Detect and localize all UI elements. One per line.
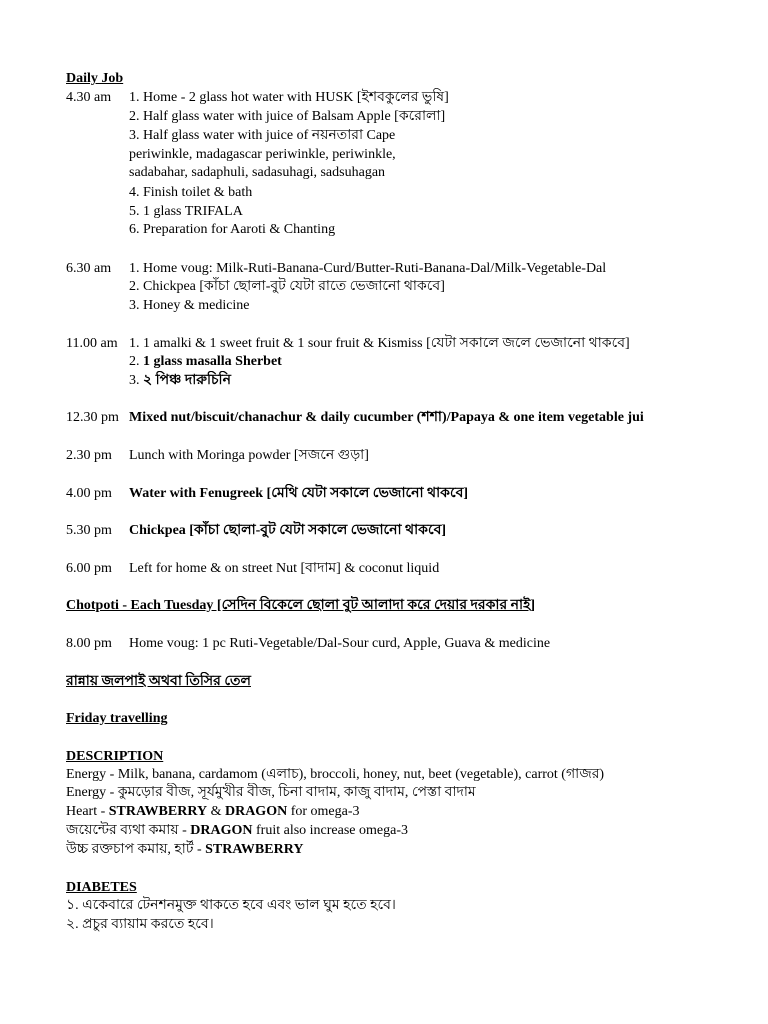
slot-item — [129, 371, 748, 390]
description-line — [0, 783, 768, 802]
slot-item: 6. Preparation for Aaroti & Chanting — [129, 222, 336, 237]
schedule-row — [0, 183, 768, 202]
schedule-row — [0, 163, 768, 182]
tuesday-note-row — [0, 596, 768, 615]
schedule-row — [0, 408, 768, 427]
slot-time: 2.30 pm — [66, 448, 112, 463]
schedule-row — [0, 126, 768, 145]
description-heading: DESCRIPTION — [66, 749, 164, 764]
description-line — [0, 821, 768, 840]
schedule-row — [0, 107, 768, 126]
schedule-row — [0, 220, 768, 239]
diabetes-tip — [0, 915, 768, 934]
slot-time: 5.30 pm — [66, 523, 112, 538]
slot-item: 2. Half glass water with juice of Balsam Apple [করোলা] — [129, 109, 446, 124]
slot-item: Lunch with Moringa powder [সজনে গুড়া] — [129, 448, 369, 463]
text-segment: & — [207, 804, 225, 819]
strawberry-keyword: STRAWBERRY — [205, 842, 304, 857]
diabetes-heading: DIABETES — [66, 880, 137, 895]
slot-item: 3. Honey & medicine — [129, 298, 250, 313]
friday-note: Friday travelling — [66, 711, 168, 726]
dragon-keyword: DRAGON — [224, 804, 288, 819]
energy-line-2: Energy - কুমড়োর বীজ, সূর্যমুখীর বীজ, চিনা বাদাম, কাজু বাদাম, পেস্তা বাদাম — [66, 785, 476, 800]
item-number: 2. — [129, 354, 140, 369]
blood-pressure-line — [66, 840, 748, 859]
diabetes-tip-text: ২. প্রচুর ব্যায়াম করতে হবে। — [66, 917, 214, 932]
schedule-row — [0, 634, 768, 653]
schedule-row — [0, 296, 768, 315]
slot-time: 6.00 pm — [66, 561, 112, 576]
slot-item: Chickpea [কাঁচা ছোলা-বুট যেটা সকালে ভেজানো থাকবে] — [129, 523, 447, 538]
diabetes-heading-row — [0, 878, 768, 897]
friday-note-row — [0, 709, 768, 728]
schedule-row — [0, 145, 768, 164]
diabetes-tip-text: ১. একেবারে টেনশনমুক্ত থাকতে হবে এবং ভাল ঘুম হতে হবে। — [66, 898, 396, 913]
daily-job-heading-row — [0, 69, 768, 88]
slot-item: 1. Home - 2 glass hot water with HUSK [ইশবকুলের ভুষি] — [129, 90, 449, 105]
energy-line-1: Energy - Milk, banana, cardamom (এলাচ), broccoli, honey, nut, beet (vegetable), carrot (গাজর) — [66, 767, 605, 782]
schedule-row — [0, 277, 768, 296]
diabetes-tip — [0, 896, 768, 915]
schedule-row — [0, 352, 768, 371]
text-segment: Heart - — [66, 804, 109, 819]
schedule-row — [0, 521, 768, 540]
schedule-row — [0, 88, 768, 107]
slot-item: 3. Half glass water with juice of নয়নতারা Cape — [129, 128, 396, 143]
text-segment: জয়েন্টের ব্যথা কমায় - — [66, 823, 191, 838]
slot-item: Water with Fenugreek [মেথি যেটা সকালে ভেজানো থাকবে] — [129, 486, 469, 501]
slot-time: 6.30 am — [66, 261, 112, 276]
slot-item: Mixed nut/biscuit/chanachur & daily cucumber (শশা)/Papaya & one item vegetable jui — [129, 410, 644, 425]
slot-time: 11.00 am — [66, 336, 118, 351]
slot-time: 8.00 pm — [66, 636, 112, 651]
slot-item: Home voug: 1 pc Ruti-Vegetable/Dal-Sour curd, Apple, Guava & medicine — [129, 636, 551, 651]
slot-time: 4.30 am — [66, 90, 112, 105]
schedule-row — [0, 334, 768, 353]
item-number: 3. — [129, 373, 140, 388]
description-line — [0, 802, 768, 821]
slot-item: 1. Home voug: Milk-Ruti-Banana-Curd/Butter-Ruti-Banana-Dal/Milk-Vegetable-Dal — [129, 261, 607, 276]
slot-item-continued: periwinkle, madagascar periwinkle, periwinkle, — [129, 147, 396, 162]
description-heading-row — [0, 747, 768, 766]
slot-item: 5. 1 glass TRIFALA — [129, 204, 243, 219]
item-text: 1 glass masalla Sherbet — [143, 354, 282, 369]
text-segment: for omega-3 — [287, 804, 360, 819]
dragon-keyword: DRAGON — [190, 823, 253, 838]
text-segment: fruit also increase omega-3 — [252, 823, 408, 838]
daily-job-heading: Daily Job — [66, 71, 124, 86]
heart-line — [66, 802, 748, 821]
schedule-row — [0, 371, 768, 390]
description-line — [0, 840, 768, 859]
slot-time: 4.00 pm — [66, 486, 112, 501]
slot-item-continued: sadabahar, sadaphuli, sadasuhagi, sadsuhagan — [129, 165, 386, 180]
description-line — [0, 765, 768, 784]
schedule-row — [0, 446, 768, 465]
slot-item: 2. Chickpea [কাঁচা ছোলা-বুট যেটা রাতে ভেজানো থাকবে] — [129, 279, 445, 294]
strawberry-keyword: STRAWBERRY — [108, 804, 208, 819]
slot-item: 1. 1 amalki & 1 sweet fruit & 1 sour fruit & Kismiss [যেটা সকালে জলে ভেজানো থাকবে] — [129, 336, 630, 351]
schedule-row — [0, 259, 768, 278]
text-segment: উচ্চ রক্তচাপ কমায়, হার্ট - — [66, 842, 206, 857]
cooking-oil-note-row — [0, 672, 768, 691]
slot-item: Left for home & on street Nut [বাদাম] & coconut liquid — [129, 561, 440, 576]
schedule-row — [0, 484, 768, 503]
slot-item: 4. Finish toilet & bath — [129, 185, 253, 200]
slot-item — [129, 352, 748, 371]
schedule-row — [0, 202, 768, 221]
slot-time: 12.30 pm — [66, 410, 119, 425]
cooking-oil-note: রান্নায় জলপাই অথবা তিসির তেল — [66, 674, 251, 689]
joint-line — [66, 821, 748, 840]
tuesday-note: Chotpoti - Each Tuesday [সেদিন বিকেলে ছোলা বুট আলাদা করে দেয়ার দরকার নাই] — [66, 598, 536, 613]
schedule-row — [0, 559, 768, 578]
item-text: ২ পিঞ্চ দারুচিনি — [143, 373, 231, 388]
